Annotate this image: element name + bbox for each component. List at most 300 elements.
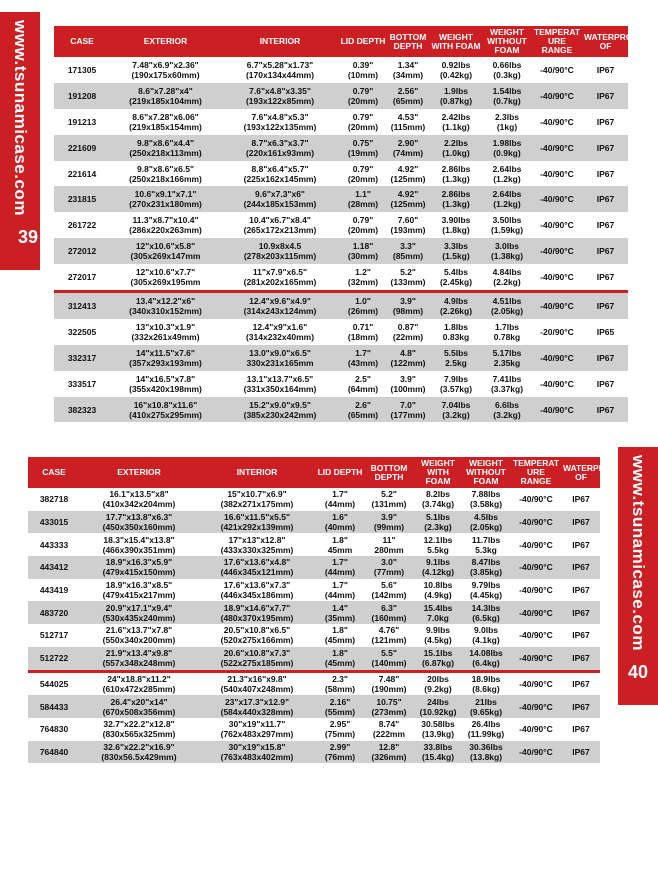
cell-bottom-depth-metric: (125mm) <box>390 199 426 210</box>
cell-bottom-depth-imperial: 4.92" <box>397 189 419 200</box>
cell-case-number: 512722 <box>28 647 80 671</box>
cell-weight-without-foam-imperial: 0.66lbs <box>492 59 522 70</box>
cell-exterior <box>110 186 221 212</box>
cell-exterior-imperial: 12"x10.6"x7.7" <box>135 267 196 278</box>
cell-weight-without-foam <box>483 264 531 291</box>
cell-bottom-depth <box>364 741 414 764</box>
cell-temperature: -40/90°C <box>531 186 583 212</box>
cell-temperature: -40/90°C <box>510 511 562 534</box>
cell-exterior-metric: (550x340x200mm) <box>102 635 176 646</box>
cell-temperature: -40/90°C <box>531 397 583 423</box>
cell-temperature: -40/90°C <box>531 292 583 319</box>
cell-weight-without-foam <box>462 579 510 602</box>
cell-weight-with-foam <box>429 345 483 371</box>
right-side-tab <box>618 447 658 705</box>
cell-weight-without-foam-imperial: 7.88lbs <box>471 489 501 500</box>
cell-bottom-depth <box>387 397 429 423</box>
cell-bottom-depth-metric: (131mm) <box>371 499 407 510</box>
cell-exterior-metric: (250x218x166mm) <box>129 173 202 184</box>
cell-case-number: 443419 <box>39 585 69 596</box>
table-row <box>54 264 628 291</box>
cell-lid-depth <box>339 319 387 345</box>
cell-exterior <box>110 212 221 238</box>
cell-exterior-metric: (410x342x204mm) <box>102 499 176 510</box>
cell-interior <box>198 741 316 764</box>
cell-weight-without-foam-imperial: 4.51lbs <box>492 295 522 306</box>
cell-weight-with-foam-metric: (1.8kg) <box>442 225 470 236</box>
cell-weight-with-foam <box>429 371 483 397</box>
cell-exterior <box>110 109 221 135</box>
cell-weight-without-foam <box>483 57 531 83</box>
table-row <box>54 57 628 83</box>
table-row <box>54 345 628 371</box>
cell-weight-without-foam-imperial: 2.64lbs <box>492 163 522 174</box>
cell-weight-without-foam-imperial: 26.4lbs <box>471 719 501 730</box>
cell-weight-without-foam-imperial: 6.6lbs <box>494 399 520 410</box>
header-case: CASE <box>54 26 110 57</box>
cell-exterior-metric: (830x56.5x429mm) <box>101 751 177 762</box>
cell-lid-depth-metric: (28mm) <box>347 199 379 210</box>
cell-weight-without-foam-metric: (4.1kg) <box>472 635 500 646</box>
cell-weight-without-foam <box>483 161 531 187</box>
cell-exterior <box>80 695 198 718</box>
cell-interior-imperial: 30"x19"x15.8" <box>228 741 286 752</box>
cell-weight-without-foam-imperial: 7.41lbs <box>492 373 522 384</box>
cell-interior-imperial: 12.4"x9.6"x4.9" <box>249 295 311 306</box>
cell-exterior-metric: (610x472x285mm) <box>102 683 176 694</box>
cell-exterior <box>80 579 198 602</box>
cell-interior-metric: (763x483x402mm) <box>220 751 294 762</box>
cell-temperature: -40/90°C <box>531 135 583 161</box>
cell-bottom-depth <box>364 624 414 647</box>
cell-case-number: 191208 <box>54 83 110 109</box>
cell-interior-imperial: 30"x19"x11.7" <box>228 719 286 730</box>
cell-case-number: 512717 <box>39 630 69 641</box>
cell-weight-without-foam-imperial: 8.47lbs <box>471 557 501 568</box>
cell-bottom-depth-metric: (326mm) <box>371 751 407 762</box>
cell-interior-metric: (314x232x40mm) <box>245 331 315 342</box>
cell-bottom-depth-imperial: 3.9" <box>400 373 416 384</box>
cell-weight-without-foam-metric: (9.65kg) <box>469 706 503 717</box>
cell-exterior-imperial: 20.9"x17.1"x9.4" <box>105 602 173 613</box>
table-row <box>28 671 600 695</box>
cell-interior-metric: 330x231x165mm <box>246 357 314 368</box>
cell-case-number: 322505 <box>67 326 97 337</box>
cell-bottom-depth <box>364 601 414 624</box>
cell-bottom-depth <box>364 718 414 741</box>
cell-weight-with-foam-imperial: 2.42lbs <box>441 111 471 122</box>
cell-exterior-imperial: 32.7"x22.2"x12.8" <box>103 719 175 730</box>
cell-bottom-depth-imperial: 7.60" <box>397 215 419 226</box>
cell-interior-imperial: 15.2"x9.0"x9.5" <box>249 399 311 410</box>
table-row <box>54 371 628 397</box>
cell-weight-with-foam-metric: (2.3kg) <box>424 522 452 533</box>
cell-bottom-depth-imperial: 4.53" <box>397 111 419 122</box>
page-number-right: 40 <box>627 662 649 682</box>
cell-interior-imperial: 9.6"x7.3"x6" <box>255 189 305 200</box>
cell-interior-imperial: 11"x7.9"x6.5" <box>252 267 308 278</box>
cell-exterior-metric: (479x415x150mm) <box>102 567 176 578</box>
cell-bottom-depth <box>364 671 414 695</box>
cell-weight-with-foam-metric: (0.42kg) <box>439 69 473 80</box>
table-row <box>28 488 600 511</box>
cell-lid-depth-imperial: 2.6" <box>355 399 371 410</box>
cell-lid-depth-metric: (44mm) <box>324 590 356 601</box>
cell-exterior-metric: (332x261x49mm) <box>131 331 200 342</box>
cell-weight-with-foam-imperial: 5.1lbs <box>425 512 451 523</box>
cell-exterior-metric: (670x508x356mm) <box>102 706 176 717</box>
cell-weight-with-foam-metric: (9.2kg) <box>424 683 452 694</box>
table-row <box>54 319 628 345</box>
cell-exterior <box>110 83 221 109</box>
page-number-left: 39 <box>17 227 39 247</box>
cell-interior <box>221 292 339 319</box>
cell-temperature: -40/90°C <box>519 494 553 505</box>
cell-interior-imperial: 10.9x8x4.5 <box>258 241 302 252</box>
cell-interior-imperial: 21.3"x16"x9.8" <box>227 673 287 684</box>
cell-interior <box>221 186 339 212</box>
cell-lid-depth <box>339 292 387 319</box>
cell-weight-with-foam-imperial: 24lbs <box>427 696 449 707</box>
cell-bottom-depth <box>364 556 414 579</box>
header-exterior: EXTERIOR <box>80 457 198 488</box>
cell-case-number: 764830 <box>39 724 69 735</box>
cell-waterproof: IP67 <box>572 630 590 641</box>
cell-bottom-depth-imperial: 5.2" <box>400 267 416 278</box>
cell-weight-with-foam-imperial: 7.04lbs <box>441 399 471 410</box>
cell-weight-without-foam-metric: (1.2kg) <box>493 199 521 210</box>
cell-lid-depth-metric: (20mm) <box>347 121 379 132</box>
cell-bottom-depth-imperial: 3.9" <box>400 295 416 306</box>
cell-interior-metric: (225x162x145mm) <box>243 173 317 184</box>
cell-waterproof: IP67 <box>596 378 615 389</box>
cell-interior-imperial: 20.6"x10.8"x7.3" <box>223 648 291 659</box>
cell-waterproof: IP67 <box>562 647 600 671</box>
header-waterproof: WATERPRO OF <box>562 457 600 488</box>
cell-case-number: 221614 <box>67 168 97 179</box>
cell-interior-metric: (314x243x124mm) <box>243 305 317 316</box>
cell-weight-with-foam <box>414 671 462 695</box>
cell-exterior <box>110 135 221 161</box>
cell-exterior-metric: (219x185x154mm) <box>129 121 202 132</box>
cell-weight-with-foam <box>414 579 462 602</box>
cell-interior-metric: (385x230x242mm) <box>243 409 317 420</box>
cell-weight-with-foam-imperial: 8.2lbs <box>425 489 451 500</box>
cell-exterior-metric: (305x269x195mm <box>130 277 201 288</box>
cell-lid-depth-metric: (20mm) <box>347 95 379 106</box>
cell-lid-depth <box>339 212 387 238</box>
cell-weight-with-foam-metric: 7.0kg <box>427 612 449 623</box>
cell-interior-imperial: 10.4"x6.7"x8.4" <box>249 215 311 226</box>
cell-weight-with-foam <box>414 556 462 579</box>
cell-temperature: -40/90°C <box>540 116 574 127</box>
cell-weight-with-foam-imperial: 1.8lbs <box>443 321 469 332</box>
cell-bottom-depth-imperial: 2.90" <box>397 137 419 148</box>
cell-interior-metric: (522x275x185mm) <box>220 658 294 669</box>
cell-exterior <box>110 161 221 187</box>
cell-weight-without-foam-imperial: 2.3lbs <box>494 111 520 122</box>
cell-weight-without-foam <box>483 135 531 161</box>
cell-exterior-metric: (557x348x248mm) <box>102 658 176 669</box>
cell-bottom-depth-imperial: 7.48" <box>378 673 400 684</box>
cell-interior-imperial: 16.6"x11.5"x5.5" <box>224 512 290 523</box>
cell-weight-without-foam-metric: (1kg) <box>496 121 518 132</box>
cell-interior-metric: (446x345x186mm) <box>220 590 294 601</box>
cell-bottom-depth-metric: (22mm) <box>392 331 424 342</box>
cell-waterproof: IP67 <box>596 116 615 127</box>
cell-exterior <box>80 741 198 764</box>
header-temperature-range: TEMPERAT URE RANGE <box>531 26 583 57</box>
header-weight-without-foam: WEIGHT WITHOUT FOAM <box>483 26 531 57</box>
cell-exterior-imperial: 18.9"x16.3"x5.9" <box>105 557 173 568</box>
cell-weight-without-foam-metric: (1.59kg) <box>490 225 524 236</box>
cell-bottom-depth-imperial: 4.8" <box>400 347 416 358</box>
cell-weight-with-foam-metric: (0.87kg) <box>439 95 473 106</box>
cell-weight-with-foam <box>429 212 483 238</box>
cell-waterproof: IP67 <box>572 724 590 735</box>
cell-temperature: -40/90°C <box>540 378 574 389</box>
cell-weight-with-foam <box>429 264 483 291</box>
cell-exterior <box>110 319 221 345</box>
cell-weight-without-foam-metric: (3.2kg) <box>493 409 521 420</box>
cell-temperature: -40/90°C <box>510 556 562 579</box>
table-row <box>28 511 600 534</box>
cell-weight-with-foam-imperial: 0.92lbs <box>441 59 471 70</box>
cell-lid-depth-imperial: 2.5" <box>355 373 371 384</box>
cell-exterior <box>80 671 198 695</box>
cell-weight-with-foam-metric: (4.9kg) <box>424 590 452 601</box>
cell-bottom-depth-imperial: 3.9" <box>381 512 397 523</box>
cell-lid-depth <box>316 579 364 602</box>
cell-weight-with-foam-imperial: 30.58lbs <box>421 719 455 730</box>
cell-weight-without-foam <box>483 212 531 238</box>
cell-weight-without-foam <box>483 109 531 135</box>
cell-bottom-depth-metric: 280mm <box>374 544 404 555</box>
cell-weight-with-foam <box>429 238 483 264</box>
cell-interior-metric: (278x203x115mm) <box>243 251 317 262</box>
cell-weight-with-foam-imperial: 9.1lbs <box>425 557 451 568</box>
cell-lid-depth-imperial: 1.8" <box>332 534 348 545</box>
cell-weight-with-foam-imperial: 3.3lbs <box>443 241 469 252</box>
cell-weight-with-foam-metric: (4.5kg) <box>424 635 452 646</box>
cell-temperature: -40/90°C <box>519 585 553 596</box>
cell-temperature: -40/90°C <box>531 83 583 109</box>
cell-lid-depth-metric: (32mm) <box>347 277 379 288</box>
table-row <box>28 647 600 671</box>
table-row <box>54 83 628 109</box>
cell-weight-with-foam-imperial: 10.8lbs <box>423 580 453 591</box>
cell-lid-depth-imperial: 1.7" <box>332 580 348 591</box>
cell-weight-with-foam-metric: (1.3kg) <box>442 199 470 210</box>
cell-weight-without-foam <box>483 292 531 319</box>
cell-weight-without-foam-imperial: 1.98lbs <box>492 137 522 148</box>
cell-lid-depth <box>339 186 387 212</box>
cell-weight-with-foam-imperial: 5.4lbs <box>443 267 469 278</box>
cell-case-number: 333517 <box>67 378 97 389</box>
cell-case-number: 382323 <box>54 397 110 423</box>
cell-temperature: -40/90°C <box>510 647 562 671</box>
cell-interior-imperial: 17"x13"x12.8" <box>228 534 286 545</box>
cell-weight-without-foam-metric: (6.5kg) <box>472 612 500 623</box>
cell-exterior-metric: (305x269x147mm <box>130 251 201 262</box>
cell-interior <box>221 57 339 83</box>
cell-exterior <box>80 556 198 579</box>
cell-waterproof: IP67 <box>583 397 628 423</box>
cell-weight-without-foam <box>483 83 531 109</box>
cell-exterior <box>110 264 221 291</box>
cell-weight-with-foam-metric: 5.5kg <box>427 544 449 555</box>
table-row <box>54 292 628 319</box>
site-url-right: www.tsunamicase.com <box>629 455 648 651</box>
cell-temperature: -40/90°C <box>510 741 562 764</box>
cell-weight-with-foam-metric: (3.74kg) <box>421 499 455 510</box>
header-interior: INTERIOR <box>198 457 316 488</box>
cell-lid-depth-metric: (64mm) <box>347 383 379 394</box>
cell-weight-with-foam-imperial: 4.9lbs <box>443 295 469 306</box>
cell-weight-with-foam-imperial: 5.5lbs <box>443 347 469 358</box>
cell-exterior-imperial: 32.6"x22.2"x16.9" <box>103 741 175 752</box>
cell-exterior-imperial: 18.9"x16.3"x8.5" <box>105 580 173 591</box>
cell-weight-with-foam-imperial: 2.86lbs <box>441 189 471 200</box>
cell-exterior-imperial: 21.6"x13.7"x7.8" <box>105 625 173 636</box>
cell-weight-without-foam-metric: (2.05kg) <box>469 522 503 533</box>
cell-weight-with-foam-imperial: 2.86lbs <box>441 163 471 174</box>
cell-weight-with-foam-imperial: 15.1lbs <box>423 648 453 659</box>
header-exterior: EXTERIOR <box>110 26 221 57</box>
cell-weight-with-foam <box>429 135 483 161</box>
cell-exterior <box>110 397 221 423</box>
cell-lid-depth-metric: (43mm) <box>347 357 379 368</box>
cell-bottom-depth-metric: (98mm) <box>392 305 424 316</box>
cell-case-number: 544025 <box>28 671 80 695</box>
cell-exterior-metric: (340x310x152mm) <box>129 305 202 316</box>
cell-interior-metric: (244x185x153mm) <box>243 199 317 210</box>
cell-weight-with-foam-metric: (3.2kg) <box>442 409 470 420</box>
cell-bottom-depth-metric: (85mm) <box>392 251 424 262</box>
cell-weight-without-foam-imperial: 5.17lbs <box>492 347 522 358</box>
cell-bottom-depth-imperial: 1.34" <box>397 59 419 70</box>
cell-interior-imperial: 15"x10.7"x6.9" <box>227 489 287 500</box>
cell-exterior-metric: (410x275x295mm) <box>129 409 202 420</box>
cell-lid-depth-imperial: 2.3" <box>332 673 348 684</box>
table-row <box>54 109 628 135</box>
cell-weight-without-foam <box>462 671 510 695</box>
cell-waterproof: IP67 <box>596 220 615 231</box>
cell-bottom-depth-metric: (193mm) <box>390 225 426 236</box>
header-row <box>54 26 628 57</box>
cell-weight-without-foam-imperial: 9.0lbs <box>473 625 499 636</box>
cell-waterproof: IP67 <box>562 671 600 695</box>
cell-lid-depth-imperial: 2.99" <box>329 741 351 752</box>
cell-bottom-depth <box>364 647 414 671</box>
cell-bottom-depth <box>387 264 429 291</box>
cell-lid-depth <box>316 556 364 579</box>
cell-weight-without-foam-metric: (2.2kg) <box>493 277 521 288</box>
cell-weight-with-foam <box>414 647 462 671</box>
cell-case-number: 221609 <box>54 135 110 161</box>
cell-lid-depth-imperial: 0.79" <box>352 215 374 226</box>
cell-exterior-metric: (270x231x180mm) <box>129 199 202 210</box>
header-waterproof: WATERPRO OF <box>583 26 628 57</box>
cell-case-number: 443333 <box>39 539 69 550</box>
cell-weight-with-foam-metric: (2.45kg) <box>439 277 473 288</box>
cell-interior-imperial: 18.9"x14.6"x7.7" <box>223 602 291 613</box>
cell-lid-depth <box>339 83 387 109</box>
cell-weight-with-foam-metric: (1.5kg) <box>442 251 470 262</box>
cell-weight-without-foam-imperial: 1.54lbs <box>492 85 522 96</box>
cell-interior-imperial: 8.8"x6.4"x5.7" <box>251 163 309 174</box>
cell-weight-without-foam-imperial: 9.79lbs <box>471 580 501 591</box>
cell-weight-without-foam-metric: (11.99kg) <box>467 729 505 740</box>
cell-lid-depth <box>316 601 364 624</box>
cell-bottom-depth-metric: (190mm) <box>371 683 407 694</box>
cell-lid-depth <box>339 109 387 135</box>
cell-exterior-metric: (466x390x351mm) <box>102 544 176 555</box>
cell-weight-without-foam-metric: (8.6kg) <box>472 683 500 694</box>
cell-temperature: -40/90°C <box>519 630 553 641</box>
cell-waterproof: IP67 <box>572 585 590 596</box>
cell-bottom-depth-metric: (133mm) <box>390 277 426 288</box>
cell-temperature: -40/90°C <box>540 220 574 231</box>
cell-bottom-depth-imperial: 11" <box>382 534 396 545</box>
cell-interior <box>198 671 316 695</box>
cell-weight-with-foam <box>429 292 483 319</box>
cell-waterproof: IP67 <box>562 511 600 534</box>
cell-exterior-imperial: 16.1"x13.5"x8" <box>109 489 169 500</box>
cell-weight-with-foam-metric: (15.4kg) <box>421 751 455 762</box>
cell-exterior-imperial: 8.6"x7.28"x6.06" <box>132 111 199 122</box>
cell-interior <box>198 556 316 579</box>
cell-exterior-imperial: 12"x10.6"x5.8" <box>135 241 196 252</box>
cell-case-number: 332317 <box>54 345 110 371</box>
cell-lid-depth-metric: (35mm) <box>324 612 356 623</box>
cell-exterior-metric: (250x218x113mm) <box>129 147 202 158</box>
cell-weight-without-foam <box>483 319 531 345</box>
cell-exterior <box>110 371 221 397</box>
cell-case-number: 171305 <box>67 64 97 75</box>
cell-bottom-depth <box>387 83 429 109</box>
cell-weight-without-foam-imperial: 3.0lbs <box>494 241 520 252</box>
cell-bottom-depth-metric: (121mm) <box>371 635 407 646</box>
cell-weight-without-foam <box>462 624 510 647</box>
cell-interior-imperial: 6.7"x5.28"x1.73" <box>246 59 314 70</box>
cell-exterior <box>110 292 221 319</box>
cell-lid-depth-imperial: 1.7" <box>332 557 348 568</box>
cell-exterior-metric: (190x175x60mm) <box>131 69 200 80</box>
cell-interior-metric: (421x292x139mm) <box>220 522 294 533</box>
header-temperature-range: TEMPERAT URE RANGE <box>510 457 562 488</box>
cell-weight-with-foam-metric: 0.83kg <box>442 331 470 342</box>
cell-waterproof: IP65 <box>596 326 615 337</box>
cell-lid-depth <box>339 161 387 187</box>
cell-waterproof: IP67 <box>583 186 628 212</box>
cell-lid-depth <box>339 345 387 371</box>
cell-bottom-depth-metric: (99mm) <box>373 522 405 533</box>
cell-lid-depth-imperial: 2.16" <box>329 696 351 707</box>
cell-weight-without-foam <box>483 345 531 371</box>
cell-bottom-depth <box>387 319 429 345</box>
cell-lid-depth-metric: (44mm) <box>324 499 356 510</box>
cell-bottom-depth-metric: (160mm) <box>371 612 407 623</box>
table-row <box>28 533 600 556</box>
cell-weight-with-foam-imperial: 20lbs <box>427 673 449 684</box>
cell-exterior <box>80 533 198 556</box>
cell-interior-metric: (331x350x164mm) <box>243 383 317 394</box>
cell-exterior-imperial: 9.8"x8.6"x6.5" <box>137 163 194 174</box>
cell-lid-depth-metric: (10mm) <box>347 69 379 80</box>
cell-weight-with-foam <box>429 57 483 83</box>
cell-temperature: -40/90°C <box>531 345 583 371</box>
